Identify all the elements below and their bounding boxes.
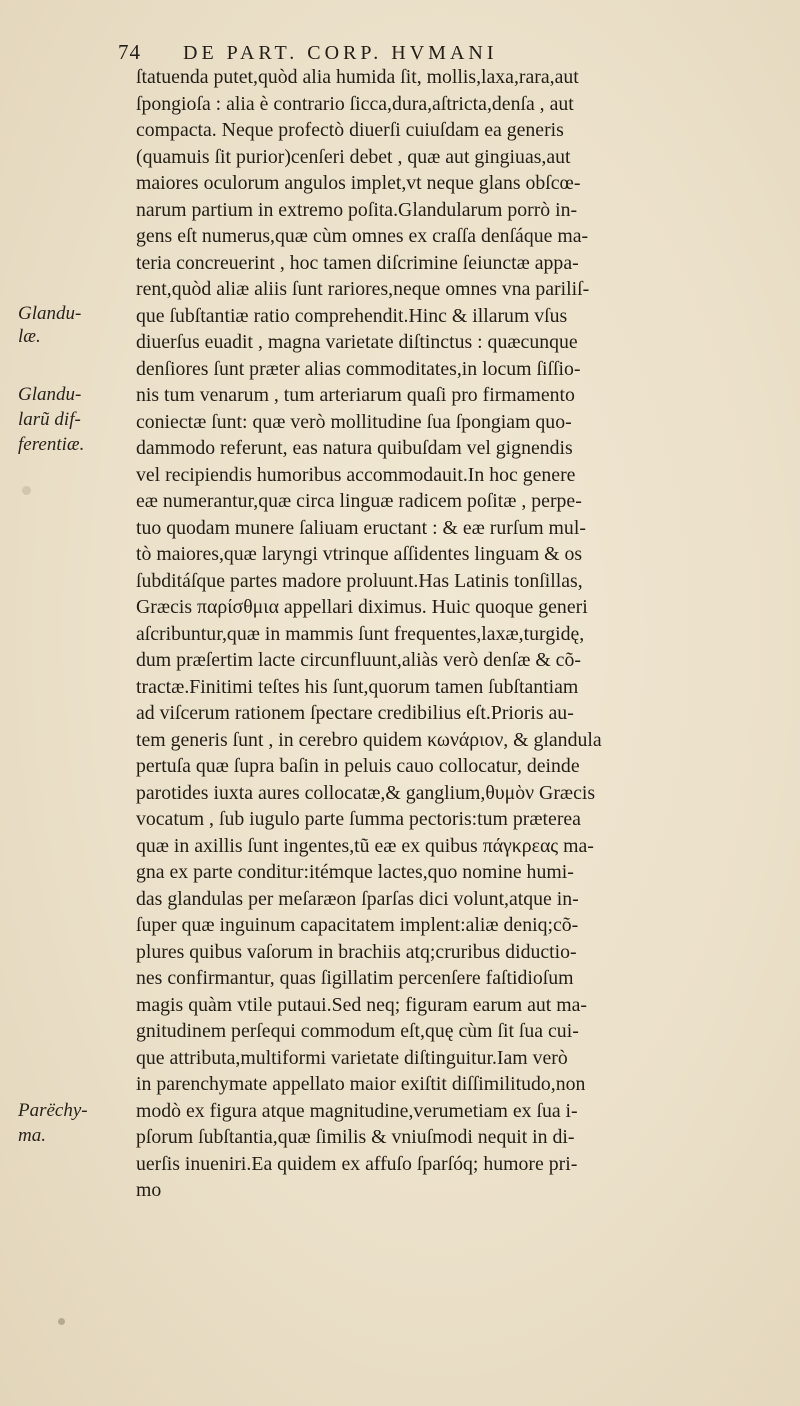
running-title: DE PART. CORP. HVMANI: [183, 42, 498, 64]
text-line: pſorum ſubſtantia,quæ ſimilis & vniuſmodi nequit in di-: [136, 1126, 575, 1148]
text-line: maiores oculorum angulos implet,vt neque glans obſcœ-: [136, 172, 581, 194]
margin-note-line: ferentiæ.: [18, 434, 85, 455]
text-line: gens eſt numerus,quæ cùm omnes ex craſſa denſáque ma-: [136, 225, 589, 247]
text-line: tò maiores,quæ laryngi vtrinque aſſidentes linguam & os: [136, 543, 583, 565]
text-line: ſpongioſa : alia è contrario ſicca,dura,aſtricta,denſa , aut: [136, 92, 574, 115]
margin-note-parenchyma: [18, 1098, 128, 1148]
text-line: mo: [136, 1179, 162, 1201]
margin-note-line: Glandu-: [18, 303, 82, 324]
ink-speck: [20, 484, 32, 496]
text-line: parotides iuxta aures collocatæ,& ganglium,θυμὸν Græcis: [136, 781, 596, 804]
page-number: 74: [118, 40, 141, 64]
text-line: gnitudinem perſequi commodum eſt,quę cùm ſit ſua cui-: [136, 1020, 579, 1042]
text-line: ad viſcerum rationem ſpectare credibilius eſt.Prioris au-: [136, 702, 574, 724]
text-line: nes confirmantur, quas ſigillatim percenſere faſtidioſum: [136, 967, 574, 989]
text-line: das glandulas per meſaræon ſparſas dici volunt,atque in-: [136, 887, 579, 910]
text-line: magis quàm vtile putaui.Sed neq; figuram earum aut ma-: [136, 993, 587, 1016]
text-line: uerſis inueniri.Ea quidem ex affuſo ſparſóq; humore pri-: [136, 1152, 578, 1175]
text-line: Græcis παρίσθμια appellari diximus. Huic quoque generi: [136, 596, 588, 618]
text-line: rent,quòd aliæ aliis ſunt rariores,neque omnes vna pariliſ-: [136, 278, 590, 300]
text-line: aſcribuntur,quæ in mammis ſunt frequentes,laxæ,turgidę,: [136, 622, 585, 645]
body-text: [136, 64, 786, 1204]
text-line: nis tum venarum , tum arteriarum quaſi pro firmamento: [136, 384, 575, 406]
text-line: modò ex figura atque magnitudine,verumetiam ex ſua i-: [136, 1099, 578, 1122]
text-line: dammodo referunt, eas natura quibuſdam vel gignendis: [136, 437, 573, 459]
margin-note-glandulae: [18, 302, 128, 348]
margin-note-line: larũ dif-: [18, 409, 81, 430]
page-mark: [58, 1318, 65, 1325]
margin-note-glandularum-differentiae: [18, 382, 128, 457]
text-line: vocatum , ſub iugulo parte ſumma pectoris:tum præterea: [136, 808, 581, 830]
margin-note-line: Parëchy-: [18, 1100, 88, 1121]
page-header: [118, 40, 678, 66]
text-line: coniectæ ſunt: quæ verò mollitudine ſua ſpongiam quo-: [136, 410, 572, 433]
text-line: plures quibus vaſorum in brachiis atq;cruribus diductio-: [136, 940, 577, 963]
text-line: gna ex parte conditur:itémque lactes,quo nomine humi-: [136, 861, 574, 883]
text-line: compacta. Neque profectò diuerſi cuiuſdam ea generis: [136, 119, 564, 141]
text-line: quæ in axillis ſunt ingentes,tũ eæ ex quibus πάγκρεας ma-: [136, 834, 594, 857]
text-line: teria concreuerint , hoc tamen diſcrimine ſeiunctæ appa-: [136, 251, 579, 274]
text-line: tem generis ſunt , in cerebro quidem κωνάριον, & glandula: [136, 728, 602, 751]
text-line: pertuſa quæ ſupra baſin in peluis cauo collocatur, deinde: [136, 755, 580, 777]
text-line: que ſubſtantiæ ratio comprehendit.Hinc & illarum vſus: [136, 304, 568, 327]
text-line: tractæ.Finitimi teſtes his ſunt,quorum tamen ſubſtantiam: [136, 675, 579, 698]
text-line: ſtatuenda putet,quòd alia humida ſit, mollis,laxa,rara,aut: [136, 66, 579, 88]
text-line: ſuper quæ inguinum capacitatem implent:aliæ deniq;cõ-: [136, 914, 579, 936]
text-line: que attributa,multiformi varietate diſtinguitur.Iam verò: [136, 1046, 568, 1069]
margin-note-line: Glandu-: [18, 384, 82, 405]
text-line: tuo quodam munere ſaliuam eructant : & eæ rurſum mul-: [136, 516, 586, 539]
text-line: diuerſus euadit , magna varietate diſtinctus : quæcunque: [136, 331, 578, 353]
text-line: eæ numerantur,quæ circa linguæ radicem poſitæ , perpe-: [136, 490, 582, 512]
margin-note-line: ma.: [18, 1125, 46, 1146]
text-line: denſiores ſunt præter alias commoditates,in locum ſiſſio-: [136, 357, 581, 380]
margin-note-line: læ.: [18, 326, 41, 347]
text-line: vel recipiendis humoribus accommodauit.In hoc genere: [136, 463, 576, 486]
text-line: (quamuis ſit purior)cenſeri debet , quæ aut gingiuas,aut: [136, 145, 571, 168]
text-line: narum partium in extremo poſita.Glandularum porrò in-: [136, 198, 578, 221]
text-line: ſubditáſque partes madore proluunt.Has Latinis tonſillas,: [136, 569, 583, 592]
text-line: dum præſertim lacte circunfluunt,aliàs verò denſæ & cõ-: [136, 649, 581, 671]
text-line: in parenchymate appellato maior exiſtit diſſimilitudo,non: [136, 1073, 586, 1095]
